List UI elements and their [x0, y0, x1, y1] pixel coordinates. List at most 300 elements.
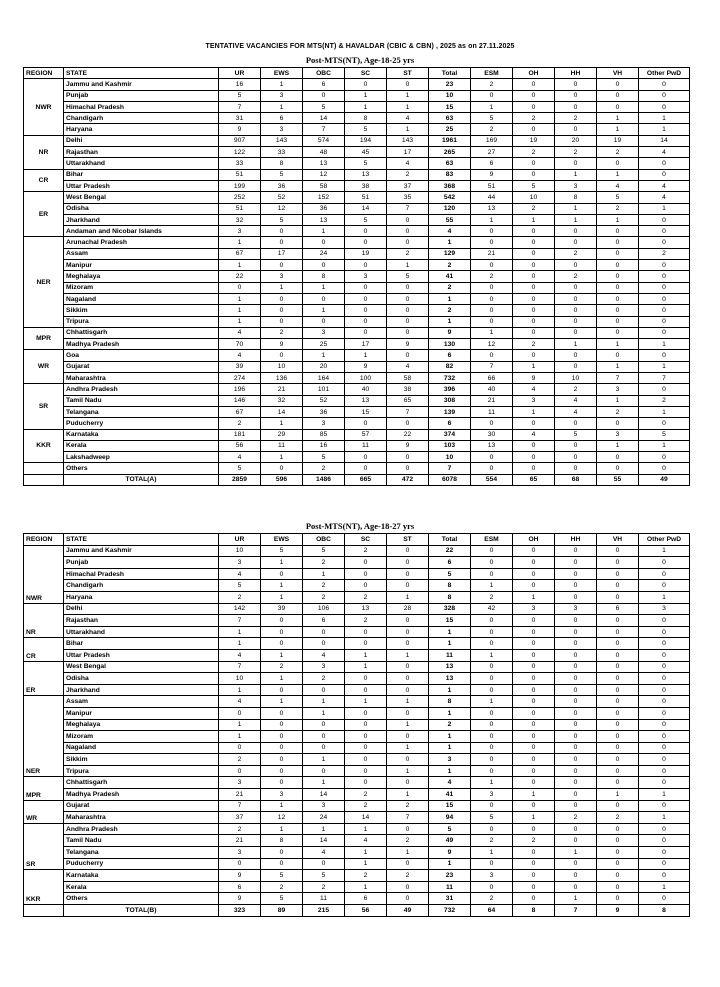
value-cell: 0 [261, 719, 303, 731]
value-cell: 0 [555, 615, 597, 627]
value-cell: 3 [261, 789, 303, 801]
value-cell: 1 [219, 638, 261, 650]
value-cell: 0 [639, 707, 690, 719]
state-cell: Mizoram [64, 282, 219, 293]
state-cell: Gujarat [64, 800, 219, 812]
value-cell: 1 [387, 789, 429, 801]
value-cell: 6 [261, 113, 303, 124]
totals-cell: 6078 [429, 474, 471, 485]
row-total-cell: 9 [429, 847, 471, 859]
value-cell: 2 [597, 406, 639, 417]
value-cell: 0 [513, 293, 555, 304]
table-row [24, 615, 690, 627]
value-cell: 0 [597, 731, 639, 743]
value-cell: 4 [219, 452, 261, 463]
value-cell: 8 [261, 835, 303, 847]
value-cell: 0 [387, 568, 429, 580]
value-cell: 0 [513, 305, 555, 316]
value-cell: 0 [471, 90, 513, 101]
value-cell: 9 [219, 893, 261, 905]
value-cell: 3 [471, 870, 513, 882]
value-cell: 0 [261, 858, 303, 870]
value-cell: 3 [303, 661, 345, 673]
row-total-cell: 11 [429, 649, 471, 661]
totals-cell: 55 [597, 474, 639, 485]
table-row [24, 719, 690, 731]
value-cell: 0 [513, 777, 555, 789]
value-cell: 0 [555, 684, 597, 696]
row-total-cell: 5 [429, 823, 471, 835]
column-header: SC [345, 68, 387, 79]
table-header [24, 68, 690, 79]
value-cell: 40 [345, 384, 387, 395]
row-total-cell: 4 [429, 777, 471, 789]
state-cell: Chhattisgarh [64, 777, 219, 789]
table-row [24, 789, 690, 801]
value-cell: 2 [303, 673, 345, 685]
value-cell: 0 [513, 316, 555, 327]
value-cell: 0 [639, 418, 690, 429]
value-cell: 199 [219, 180, 261, 191]
state-cell: Haryana [64, 124, 219, 135]
value-cell: 51 [219, 203, 261, 214]
row-total-cell: 49 [429, 835, 471, 847]
value-cell: 0 [639, 158, 690, 169]
value-cell: 0 [597, 316, 639, 327]
region-cell: KKR [24, 429, 64, 463]
value-cell: 1 [303, 350, 345, 361]
value-cell: 5 [261, 870, 303, 882]
value-cell: 1 [597, 214, 639, 225]
value-cell: 0 [555, 858, 597, 870]
value-cell: 0 [261, 305, 303, 316]
value-cell: 51 [471, 180, 513, 191]
table-row [24, 823, 690, 835]
value-cell: 0 [555, 638, 597, 650]
value-cell: 0 [513, 226, 555, 237]
column-header: Other PwD [639, 68, 690, 79]
value-cell: 51 [345, 192, 387, 203]
row-total-cell: 6 [429, 557, 471, 569]
value-cell: 0 [513, 79, 555, 90]
state-cell: Andaman and Nicobar Islands [64, 226, 219, 237]
value-cell: 17 [345, 339, 387, 350]
column-header: Total [429, 534, 471, 546]
value-cell: 0 [513, 858, 555, 870]
state-cell: Odisha [64, 203, 219, 214]
value-cell: 3 [219, 777, 261, 789]
value-cell: 1 [639, 203, 690, 214]
value-cell: 0 [471, 568, 513, 580]
table-row [24, 282, 690, 293]
value-cell: 0 [639, 754, 690, 766]
value-cell: 1 [345, 858, 387, 870]
value-cell: 0 [513, 661, 555, 673]
value-cell: 0 [597, 158, 639, 169]
value-cell: 0 [513, 719, 555, 731]
state-cell: Andhra Pradesh [64, 823, 219, 835]
value-cell: 4 [639, 192, 690, 203]
value-cell: 0 [345, 742, 387, 754]
table-row [24, 305, 690, 316]
value-cell: 0 [261, 731, 303, 743]
state-cell: Mizoram [64, 731, 219, 743]
value-cell: 0 [345, 237, 387, 248]
value-cell: 5 [303, 545, 345, 557]
value-cell: 0 [387, 327, 429, 338]
state-cell: Telangana [64, 847, 219, 859]
table-row [24, 214, 690, 225]
value-cell: 2 [471, 271, 513, 282]
value-cell: 1 [219, 260, 261, 271]
value-cell: 1 [639, 339, 690, 350]
column-header: OBC [303, 68, 345, 79]
row-total-cell: 2 [429, 305, 471, 316]
value-cell: 0 [597, 754, 639, 766]
value-cell: 48 [303, 147, 345, 158]
value-cell: 1 [345, 823, 387, 835]
value-cell: 0 [639, 742, 690, 754]
value-cell: 0 [597, 719, 639, 731]
value-cell: 2 [387, 870, 429, 882]
value-cell: 0 [387, 661, 429, 673]
state-cell: Chhattisgarh [64, 327, 219, 338]
state-cell: Chandigarh [64, 580, 219, 592]
value-cell: 1 [639, 789, 690, 801]
value-cell: 2 [303, 580, 345, 592]
value-cell: 0 [471, 754, 513, 766]
table-row [24, 384, 690, 395]
value-cell: 0 [513, 615, 555, 627]
value-cell: 0 [471, 684, 513, 696]
row-total-cell: 328 [429, 603, 471, 615]
value-cell: 0 [513, 649, 555, 661]
value-cell: 6 [303, 615, 345, 627]
value-cell: 4 [303, 847, 345, 859]
value-cell: 0 [513, 673, 555, 685]
value-cell: 0 [597, 835, 639, 847]
value-cell: 9 [387, 339, 429, 350]
value-cell: 1 [387, 90, 429, 101]
value-cell: 9 [387, 440, 429, 451]
state-cell: Lakshadweep [64, 452, 219, 463]
value-cell: 0 [471, 557, 513, 569]
value-cell: 3 [513, 603, 555, 615]
value-cell: 14 [345, 812, 387, 824]
value-cell: 1 [597, 124, 639, 135]
value-cell: 0 [555, 742, 597, 754]
row-total-cell: 368 [429, 180, 471, 191]
value-cell: 0 [471, 765, 513, 777]
state-cell: Punjab [64, 557, 219, 569]
state-cell: Haryana [64, 591, 219, 603]
value-cell: 6 [345, 893, 387, 905]
value-cell: 0 [555, 545, 597, 557]
value-cell: 0 [471, 823, 513, 835]
state-cell: Sikkim [64, 305, 219, 316]
value-cell: 21 [219, 835, 261, 847]
value-cell: 0 [261, 754, 303, 766]
value-cell: 152 [303, 192, 345, 203]
value-cell: 0 [387, 731, 429, 743]
region-cell: ER [24, 661, 64, 696]
row-total-cell: 2 [429, 260, 471, 271]
table-row [24, 696, 690, 708]
row-total-cell: 542 [429, 192, 471, 203]
value-cell: 0 [639, 684, 690, 696]
value-cell: 2 [261, 661, 303, 673]
value-cell: 5 [387, 271, 429, 282]
value-cell: 0 [597, 90, 639, 101]
row-total-cell: 15 [429, 800, 471, 812]
value-cell: 8 [261, 158, 303, 169]
value-cell: 1 [387, 696, 429, 708]
value-cell: 56 [219, 440, 261, 451]
value-cell: 33 [261, 147, 303, 158]
value-cell: 0 [555, 661, 597, 673]
value-cell: 1 [555, 893, 597, 905]
value-cell: 5 [471, 113, 513, 124]
value-cell: 0 [345, 626, 387, 638]
value-cell: 0 [387, 282, 429, 293]
value-cell: 0 [261, 777, 303, 789]
value-cell: 0 [471, 350, 513, 361]
value-cell: 14 [303, 789, 345, 801]
value-cell: 0 [597, 237, 639, 248]
value-cell: 0 [471, 858, 513, 870]
row-total-cell: 8 [429, 591, 471, 603]
state-cell: Karnataka [64, 870, 219, 882]
value-cell: 14 [303, 113, 345, 124]
value-cell: 7 [303, 124, 345, 135]
value-cell: 0 [513, 823, 555, 835]
value-cell: 2 [471, 591, 513, 603]
state-cell: Chandigarh [64, 113, 219, 124]
value-cell: 1 [303, 305, 345, 316]
value-cell: 0 [471, 293, 513, 304]
value-cell: 1 [303, 754, 345, 766]
table-row [24, 858, 690, 870]
value-cell: 0 [555, 754, 597, 766]
totals-label: TOTAL(B) [64, 905, 219, 917]
totals-cell: 596 [261, 474, 303, 485]
row-total-cell: 120 [429, 203, 471, 214]
value-cell: 2 [303, 463, 345, 474]
value-cell: 0 [261, 626, 303, 638]
value-cell: 4 [219, 696, 261, 708]
value-cell: 2 [345, 591, 387, 603]
column-header: VH [597, 534, 639, 546]
value-cell: 2 [555, 812, 597, 824]
header-row [24, 68, 690, 79]
value-cell: 7 [219, 800, 261, 812]
value-cell: 0 [345, 754, 387, 766]
table-row [24, 350, 690, 361]
value-cell: 3 [219, 557, 261, 569]
value-cell: 9 [219, 124, 261, 135]
value-cell: 0 [219, 282, 261, 293]
value-cell: 5 [639, 429, 690, 440]
value-cell: 16 [303, 440, 345, 451]
value-cell: 0 [555, 418, 597, 429]
value-cell: 0 [471, 237, 513, 248]
value-cell: 11 [345, 440, 387, 451]
value-cell: 1 [261, 580, 303, 592]
value-cell: 1 [261, 673, 303, 685]
column-header: Total [429, 68, 471, 79]
region-cell [24, 463, 64, 474]
state-cell: Jharkhand [64, 214, 219, 225]
value-cell: 4 [219, 327, 261, 338]
state-cell: Karnataka [64, 429, 219, 440]
value-cell: 0 [555, 626, 597, 638]
value-cell: 4 [555, 406, 597, 417]
table-row [24, 603, 690, 615]
value-cell: 0 [639, 237, 690, 248]
column-header: EWS [261, 68, 303, 79]
row-total-cell: 5 [429, 568, 471, 580]
value-cell: 0 [639, 870, 690, 882]
column-header: EWS [261, 534, 303, 546]
value-cell: 14 [303, 835, 345, 847]
value-cell: 45 [345, 147, 387, 158]
totals-row [24, 474, 690, 485]
value-cell: 1 [597, 169, 639, 180]
value-cell: 0 [387, 638, 429, 650]
value-cell: 0 [555, 881, 597, 893]
state-cell: Manipur [64, 707, 219, 719]
value-cell: 0 [597, 742, 639, 754]
value-cell: 0 [261, 316, 303, 327]
table-row [24, 673, 690, 685]
table-row [24, 835, 690, 847]
value-cell: 2 [387, 169, 429, 180]
value-cell: 0 [639, 626, 690, 638]
value-cell: 4 [513, 384, 555, 395]
state-cell: Tamil Nadu [64, 835, 219, 847]
value-cell: 0 [219, 707, 261, 719]
state-cell: Jharkhand [64, 684, 219, 696]
value-cell: 0 [471, 260, 513, 271]
table-row [24, 339, 690, 350]
value-cell: 0 [345, 418, 387, 429]
value-cell: 5 [303, 101, 345, 112]
value-cell: 13 [303, 158, 345, 169]
value-cell: 1 [597, 395, 639, 406]
value-cell: 0 [555, 835, 597, 847]
state-cell: Uttar Pradesh [64, 649, 219, 661]
value-cell: 0 [387, 452, 429, 463]
value-cell: 0 [261, 765, 303, 777]
value-cell: 39 [219, 361, 261, 372]
value-cell: 5 [261, 545, 303, 557]
value-cell: 0 [555, 463, 597, 474]
totals-cell: 89 [261, 905, 303, 917]
value-cell: 13 [345, 603, 387, 615]
column-header: OH [513, 534, 555, 546]
value-cell: 1 [471, 777, 513, 789]
value-cell: 0 [387, 858, 429, 870]
value-cell: 1 [261, 101, 303, 112]
value-cell: 1 [471, 327, 513, 338]
table-row [24, 169, 690, 180]
row-total-cell: 139 [429, 406, 471, 417]
value-cell: 0 [513, 580, 555, 592]
value-cell: 0 [345, 777, 387, 789]
value-cell: 1 [261, 557, 303, 569]
row-total-cell: 15 [429, 101, 471, 112]
value-cell: 5 [261, 214, 303, 225]
value-cell: 0 [555, 696, 597, 708]
value-cell: 0 [471, 305, 513, 316]
value-cell: 0 [471, 615, 513, 627]
totals-row [24, 905, 690, 917]
table-row [24, 580, 690, 592]
row-total-cell: 732 [429, 373, 471, 384]
value-cell: 0 [555, 568, 597, 580]
value-cell: 0 [597, 800, 639, 812]
table-row [24, 327, 690, 338]
state-cell: West Bengal [64, 661, 219, 673]
value-cell: 0 [261, 293, 303, 304]
value-cell: 10 [219, 545, 261, 557]
value-cell: 574 [303, 135, 345, 146]
value-cell: 39 [261, 603, 303, 615]
value-cell: 5 [345, 158, 387, 169]
value-cell: 0 [513, 440, 555, 451]
value-cell: 0 [597, 327, 639, 338]
column-header: Other PwD [639, 534, 690, 546]
region-cell: WR [24, 800, 64, 823]
column-header: ESM [471, 534, 513, 546]
row-total-cell: 1 [429, 731, 471, 743]
totals-cell: 68 [555, 474, 597, 485]
state-cell: Rajasthan [64, 147, 219, 158]
row-total-cell: 1961 [429, 135, 471, 146]
value-cell: 0 [513, 237, 555, 248]
value-cell: 0 [513, 124, 555, 135]
value-cell: 0 [471, 316, 513, 327]
value-cell: 36 [303, 406, 345, 417]
value-cell: 9 [345, 361, 387, 372]
value-cell: 33 [219, 158, 261, 169]
value-cell: 0 [513, 881, 555, 893]
value-cell: 0 [639, 101, 690, 112]
row-total-cell: 55 [429, 214, 471, 225]
value-cell: 0 [639, 260, 690, 271]
column-header: UR [219, 68, 261, 79]
value-cell: 0 [597, 684, 639, 696]
row-total-cell: 23 [429, 870, 471, 882]
value-cell: 0 [597, 638, 639, 650]
table-row [24, 203, 690, 214]
row-total-cell: 1 [429, 765, 471, 777]
value-cell: 0 [261, 237, 303, 248]
value-cell: 0 [303, 237, 345, 248]
state-cell: Bihar [64, 638, 219, 650]
row-total-cell: 94 [429, 812, 471, 824]
row-total-cell: 2 [429, 719, 471, 731]
table-body [24, 545, 690, 916]
state-cell: Punjab [64, 90, 219, 101]
value-cell: 0 [555, 101, 597, 112]
value-cell: 1 [387, 649, 429, 661]
value-cell: 44 [471, 192, 513, 203]
state-cell: Puducherry [64, 858, 219, 870]
row-total-cell: 308 [429, 395, 471, 406]
value-cell: 1 [261, 823, 303, 835]
value-cell: 1 [471, 696, 513, 708]
